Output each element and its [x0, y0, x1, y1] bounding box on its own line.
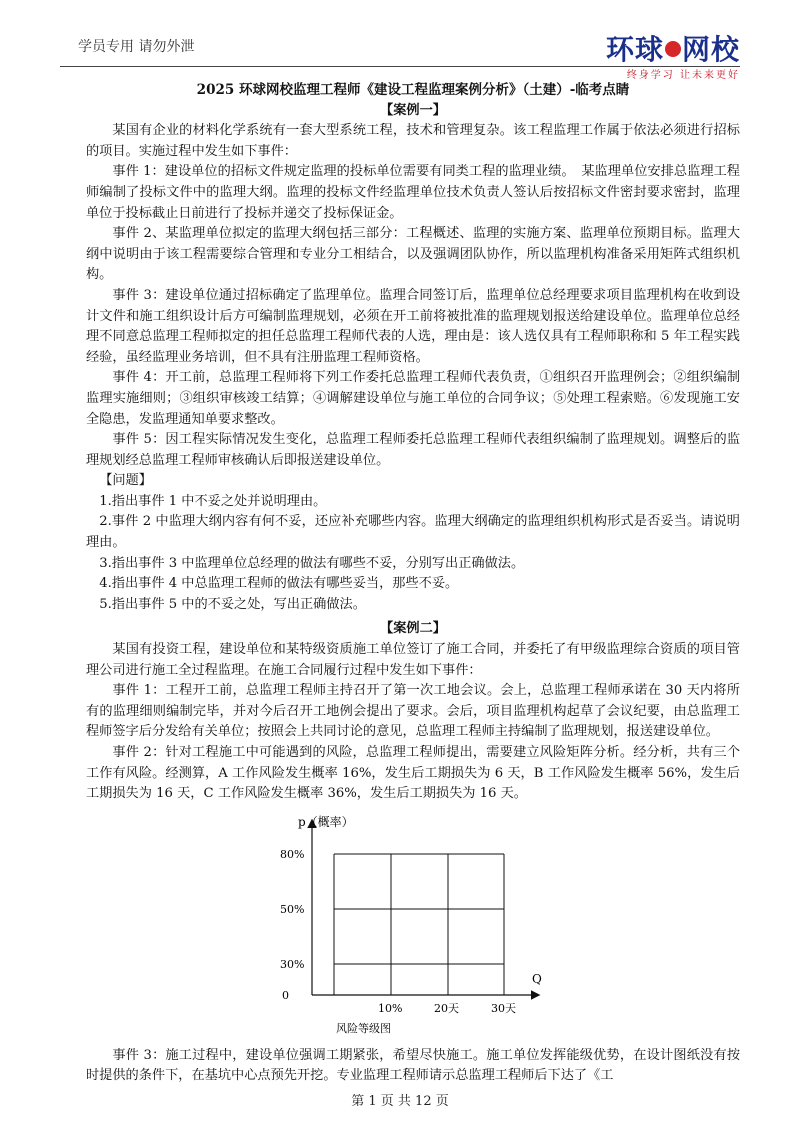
- case1-event-2: 事件 2、某监理单位拟定的监理大纲包括三部分：工程概述、监理的实施方案、监理单位预期目标。监理大纲中说明由于该工程需要综合管理和专业分工相结合，以及强调团队协作，所以监理机构准备采用矩阵式组织机构。: [86, 226, 740, 283]
- logo-wordmark: [606, 28, 740, 68]
- case1-event-4: 事件 4：开工前，总监理工程师将下列工作委托总监理工程师代表负责，①组织召开监理例会；②组织编制监理实施细则；③组织审核竣工结算；④调解建设单位与施工单位的合同争议；⑤处理工程索赔。⑥发现施工安全隐患，发监理通知单要求整改。: [86, 370, 740, 427]
- x-tick-labels: [378, 1002, 516, 1015]
- brand-logo: [606, 28, 740, 81]
- questions-heading: 【问题】: [99, 473, 152, 489]
- risk-matrix-figure: [86, 813, 740, 1038]
- x-axis-end-label: Q: [532, 971, 542, 986]
- y-axis-label: p（概率）: [298, 814, 354, 829]
- y-tick-label: 50%: [280, 902, 305, 916]
- document-title: 2025 环球网校监理工程师《建设工程监理案例分析》（土建）-临考点睛: [196, 82, 630, 98]
- grid-lines: [334, 854, 504, 995]
- case1-event-1: 事件 1：建设单位的招标文件规定监理的投标单位需要有同类工程的监理业绩。 某监理单位安排总监理工程师编制了投标文件中的监理大纲。监理的投标文件经监理单位技术负责人签认后按招标文件密封要求密封，监理单位于投标截止日前进行了投标并递交了投标保证金。: [86, 164, 740, 221]
- case1-heading: 【案例一】: [380, 102, 446, 118]
- case2-intro: 某国有投资工程，建设单位和某特级资质施工单位签订了施工合同，并委托了有甲级监理综合资质的项目管理公司进行施工全过程监理。在施工合同履行过程中发生如下事件：: [86, 642, 740, 678]
- logo-text-1: 环球: [605, 33, 664, 66]
- case1-event-5: 事件 5：因工程实际情况发生变化，总监理工程师委托总监理工程师代表组织编制了监理规划。调整后的监理规划经总监理工程师审核确认后即报送建设单位。: [86, 432, 740, 468]
- logo-tagline: 终身学习 让未来更好: [626, 70, 740, 81]
- y-tick-labels: [280, 848, 304, 971]
- question-5: 5.指出事件 5 中的不妥之处，写出正确做法。: [99, 596, 366, 612]
- x-tick-label: 30天: [491, 1001, 516, 1015]
- origin-label: 0: [282, 988, 289, 1002]
- x-tick-label: 20天: [434, 1001, 459, 1015]
- question-3: 3.指出事件 3 中监理单位总经理的做法有哪些不妥，分别写出正确做法。: [99, 555, 525, 571]
- risk-matrix-chart: [86, 813, 740, 1038]
- question-1: 1.指出事件 1 中不妥之处并说明理由。: [99, 493, 327, 509]
- y-tick-label: 30%: [280, 957, 305, 971]
- logo-text-2: 网校: [681, 33, 740, 66]
- y-tick-label: 80%: [280, 847, 305, 861]
- case2-event-1: 事件 1：工程开工前，总监理工程师主持召开了第一次工地会议。会上，总监理工程师承诺在 30 天内将所有的监理细则编制完毕，并对今后召开工地例会提出了要求。会后，项目监理机构起草了会议纪要，由总监理工程师签字后分发给有关单位；按照会上共同讨论的意见，总监理工程师主持编制了监理规划，报送建设单位。: [86, 683, 740, 740]
- case2-event-2: 事件 2：针对工程施工中可能遇到的风险，总监理工程师提出，需要建立风险矩阵分析。经分析，共有三个工作有风险。经测算，A 工作风险发生概率 16%，发生后工期损失为 6 天，B 工作风险发生概率 56%，发生后工期损失为 16 天，C 工作风险发生概率 36%，发生后工期损失为 16 天。: [86, 745, 740, 802]
- chart-title: 风险等级图: [336, 1021, 391, 1035]
- case2-event-3: 事件 3：施工过程中，建设单位强调工期紧张，希望尽快施工。施工单位发挥能级优势，在设计图纸没有按时提供的条件下，在基坑中心点预先开挖。专业监理工程师请示总监理工程师后下达了《工: [86, 1047, 740, 1084]
- x-tick-label: 10%: [378, 1001, 403, 1015]
- header-divider: [60, 66, 740, 67]
- case1-intro: 某国有企业的材料化学系统有一套大型系统工程，技术和管理复杂。该工程监理工作属于依法必须进行招标的项目。实施过程中发生如下事件：: [86, 123, 740, 159]
- logo-dot-icon: [665, 41, 681, 57]
- question-4: 4.指出事件 4 中总监理工程师的做法有哪些妥当，那些不妥。: [99, 576, 459, 592]
- document-body: [86, 80, 740, 1087]
- case1-event-3: 事件 3：建设单位通过招标确定了监理单位。监理合同签订后，监理单位总经理要求项目监理机构在收到设计文件和施工组织设计后方可编制监理规划，必须在开工前将被批准的监理规划报送给建设单位。监理单位总经理不同意总监理工程师拟定的担任总监理工程师代表的人选，理由是：该人选仅具有工程师职称和 5 年工程实践经验，虽经监理业务培训，但不具有注册监理工程师资格。: [86, 287, 740, 365]
- question-2: 2.事件 2 中监理大纲内容有何不妥，还应补充哪些内容。监理大纲确定的监理组织机构形式是否妥当。请说明理由。: [86, 514, 740, 551]
- header-note: 学员专用 请勿外泄: [78, 39, 195, 55]
- case2-heading: 【案例二】: [380, 621, 446, 637]
- page-number: 第 1 页 共 12 页: [351, 1094, 449, 1109]
